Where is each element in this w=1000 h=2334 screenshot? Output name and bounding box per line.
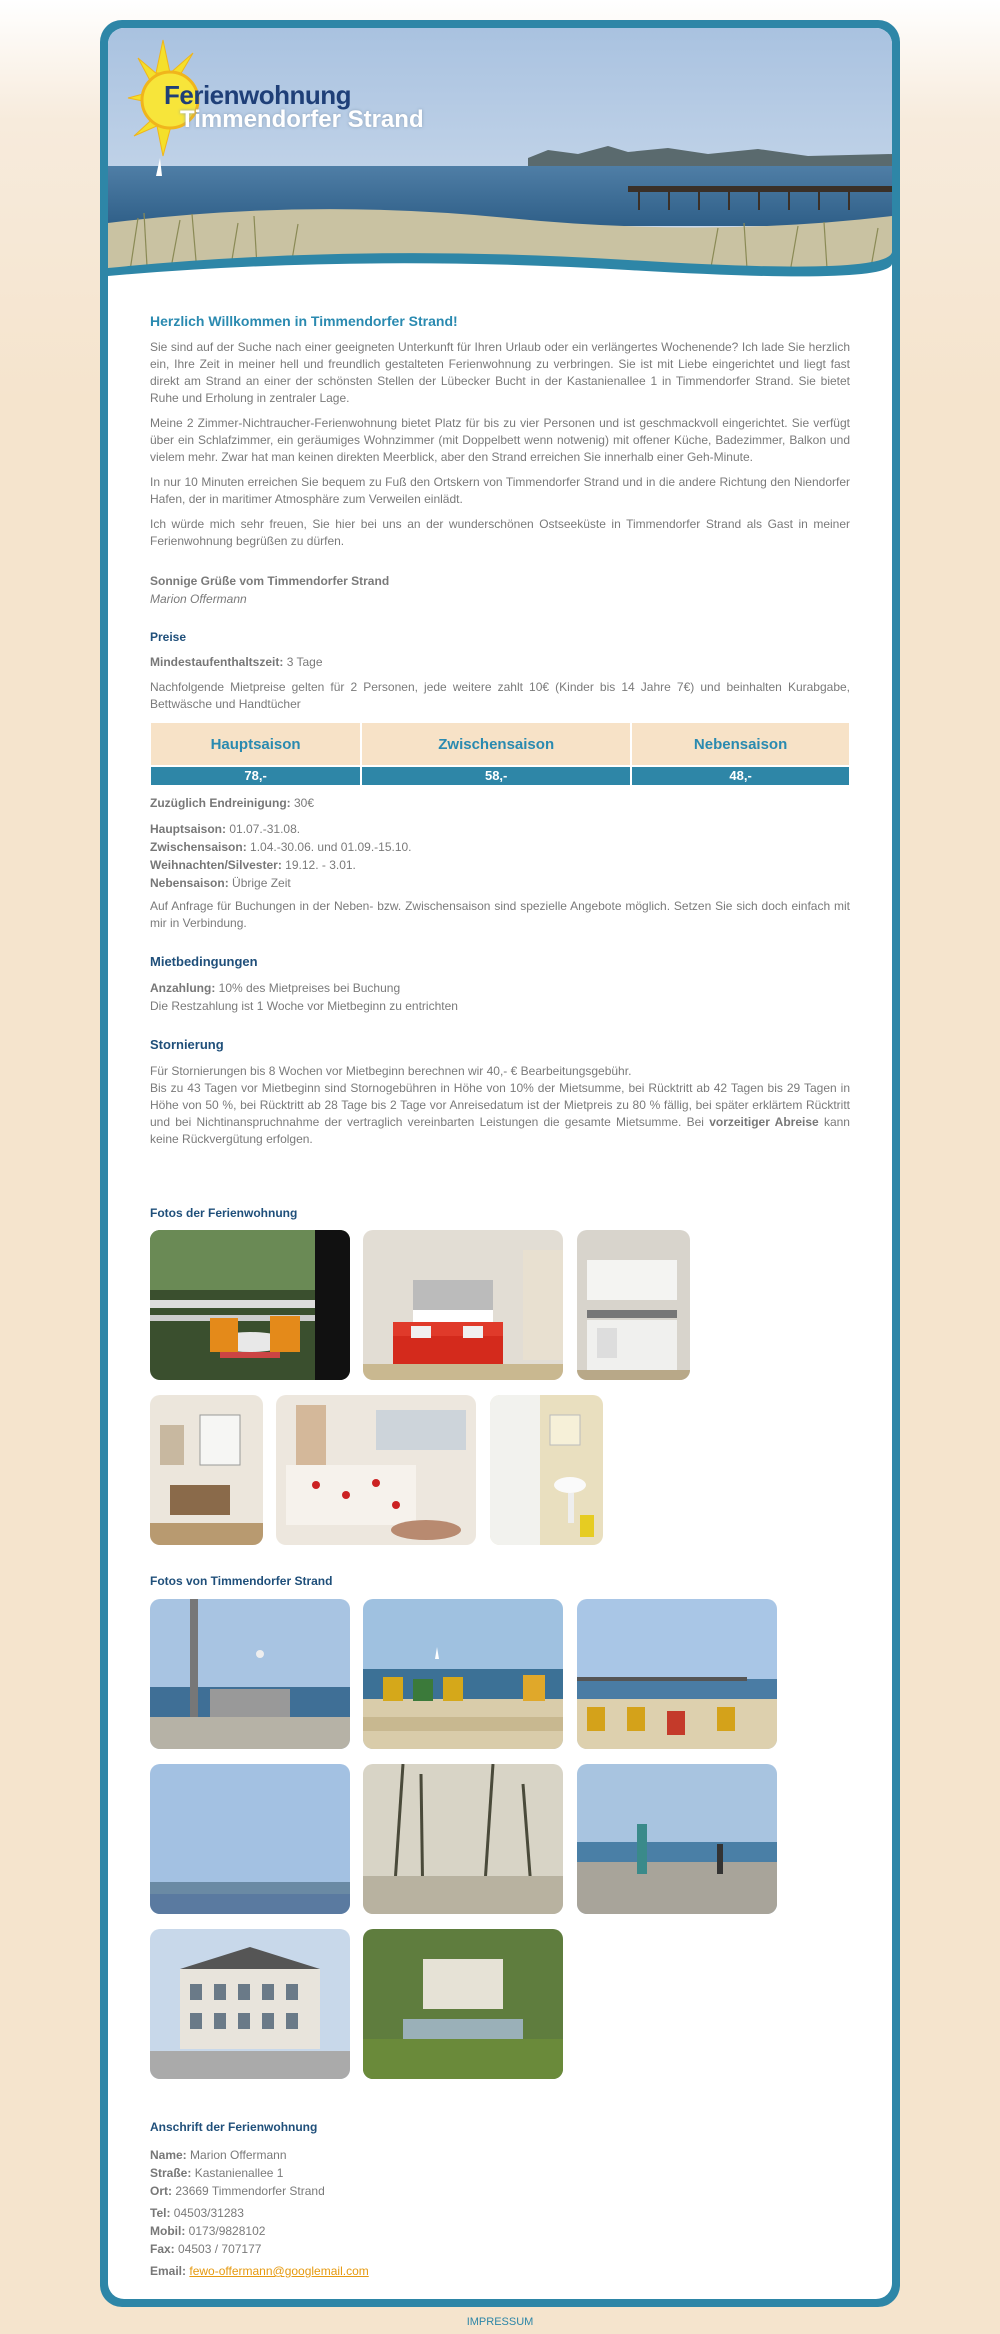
- mobil-label: Mobil:: [150, 2224, 186, 2238]
- impressum-link[interactable]: IMPRESSUM: [466, 2316, 534, 2328]
- logo-title[interactable]: Ferienwohnung: [164, 80, 352, 110]
- season-weihnachten-label: Weihnachten/Silvester:: [150, 858, 282, 872]
- tel-value: 04503/31283: [173, 2206, 244, 2220]
- photo-living-room[interactable]: [363, 1230, 563, 1380]
- season-zwischen-value: 1.04.-30.06. und 01.09.-15.10.: [250, 840, 412, 854]
- address-name-label: Name:: [150, 2148, 187, 2162]
- season-haupt-value: 01.07.-31.08.: [229, 822, 301, 836]
- address-section: [150, 2120, 850, 2280]
- tel-label: Tel:: [150, 2206, 171, 2220]
- price-col-hauptsaison: Hauptsaison: [151, 723, 360, 765]
- photo-bedroom[interactable]: [276, 1395, 476, 1545]
- min-stay-value: 3 Tage: [286, 655, 323, 669]
- address-city: 23669 Timmendorfer Strand: [175, 2184, 325, 2198]
- season-haupt-label: Hauptsaison:: [150, 822, 227, 836]
- prices-title: Preise: [150, 630, 187, 644]
- season-weihnachten-value: 19.12. - 3.01.: [285, 858, 356, 872]
- photo-park-trees[interactable]: [363, 1764, 563, 1914]
- deposit-label: Anzahlung:: [150, 981, 216, 995]
- address-street-label: Straße:: [150, 2166, 192, 2180]
- address-city-label: Ort:: [150, 2184, 172, 2198]
- cancellation-line-2-end: kann keine Rückvergütung erfolgen.: [150, 1115, 850, 1146]
- conditions-title: Mietbedingungen: [150, 954, 258, 969]
- fax-label: Fax:: [150, 2242, 175, 2256]
- photo-beach-sea[interactable]: [150, 1764, 350, 1914]
- greeting: Sonnige Grüße vom Timmendorfer Strand: [150, 574, 390, 588]
- cancellation-title: Stornierung: [150, 1037, 224, 1052]
- price-hauptsaison: 78,-: [151, 767, 360, 785]
- mobil-value: 0173/9828102: [188, 2224, 266, 2238]
- welcome-paragraph-2: Meine 2 Zimmer-Nichtraucher-Ferienwohnung bietet Platz für bis zu vier Personen und ist geschmackvoll eingerichtet. Sie verfügt über ein Schlafzimmer, ein geräumiges Wohnzimmer (mit Doppelbett wenn notwenig) mit offener Küche, Badezimmer, Balkon und vielem mehr. Zwar hat man keinen direkten Meerblick, aber den Strand erreichen Sie innerhalb einer Geh-Minute.: [150, 416, 850, 464]
- gallery-apartment-title: Fotos der Ferienwohnung: [150, 1206, 298, 1220]
- fax-value: 04503 / 707177: [178, 2242, 262, 2256]
- price-nebensaison: 48,-: [632, 767, 849, 785]
- header-banner: [108, 28, 892, 284]
- season-neben-value: Übrige Zeit: [232, 876, 291, 890]
- prices-note: Nachfolgende Mietpreise gelten für 2 Personen, jede weitere zahlt 10€ (Kinder bis 14 Jahre 7€) und beinhalten Kurabgabe, Bettwäsche und Handtücher: [150, 680, 850, 711]
- offer-note: Auf Anfrage für Buchungen in der Neben- bzw. Zwischensaison sind spezielle Angebote möglich. Setzen Sie sich doch einfach mit mir in Verbindung.: [150, 899, 850, 930]
- cleaning-value: 30€: [294, 796, 315, 810]
- signature: Marion Offermann: [150, 592, 247, 606]
- rest-payment: Die Restzahlung ist 1 Woche vor Mietbeginn zu entrichten: [150, 999, 458, 1013]
- photo-bedroom-corner[interactable]: [150, 1395, 263, 1545]
- photo-beach-pier[interactable]: [577, 1599, 777, 1749]
- welcome-title: Herzlich Willkommen in Timmendorfer Strand!: [150, 313, 458, 329]
- price-zwischensaison: 58,-: [362, 767, 630, 785]
- welcome-paragraph-4: Ich würde mich sehr freuen, Sie hier bei uns an der wunderschönen Ostseeküste in Timmendorfer Strand als Gast in meiner Ferienwohnung begrüßen zu dürfen.: [150, 517, 850, 548]
- price-col-nebensaison: Nebensaison: [632, 723, 849, 765]
- gallery-beach-title: Fotos von Timmendorfer Strand: [150, 1574, 333, 1588]
- photo-park-fountain[interactable]: [363, 1929, 563, 2079]
- photo-balcony[interactable]: [150, 1230, 350, 1380]
- season-neben-label: Nebensaison:: [150, 876, 229, 890]
- welcome-paragraph-1: Sie sind auf der Suche nach einer geeigneten Unterkunft für Ihren Urlaub oder ein verlängertes Wochenende? Ich lade Sie herzlich ein, Ihre Zeit in meiner hell und freundlich gestalteten Ferienwohnung zu verbringen. Sie ist mit Liebe eingerichtet und liegt fast direkt am Strand an einer der schönsten Stellen der Lübecker Bucht in der Kastanienallee 1 in Timmendorfer Strand. Sie bietet Ruhe und Erholung in zentraler Lage.: [150, 340, 850, 405]
- min-stay-label: Mindestaufenthaltszeit:: [150, 655, 284, 669]
- photo-promenade[interactable]: [577, 1764, 777, 1914]
- address-name: Marion Offermann: [190, 2148, 287, 2162]
- cancellation-bold: vorzeitiger Abreise: [709, 1115, 819, 1129]
- address-title: Anschrift der Ferienwohnung: [150, 2120, 318, 2134]
- photo-beach-chairs[interactable]: [363, 1599, 563, 1749]
- logo-subtitle[interactable]: Timmendorfer Strand: [180, 106, 424, 133]
- welcome-paragraph-3: In nur 10 Minuten erreichen Sie bequem zu Fuß den Ortskern von Timmendorfer Strand und in die andere Richtung den Niendorfer Hafen, der in maritimer Atmosphäre zum Verweilen einlädt.: [150, 475, 850, 506]
- main-content: [150, 313, 850, 1148]
- cancellation-line-1: Für Stornierungen bis 8 Wochen vor Mietbeginn berechnen wir 40,- € Bearbeitungsgebühr.: [150, 1064, 632, 1078]
- deposit-value: 10% des Mietpreises bei Buchung: [218, 981, 401, 995]
- beach-banner-image: [108, 28, 892, 284]
- price-col-zwischensaison: Zwischensaison: [362, 723, 630, 765]
- photo-kitchen[interactable]: [577, 1230, 690, 1380]
- photo-bathroom[interactable]: [490, 1395, 603, 1545]
- cleaning-label: Zuzüglich Endreinigung:: [150, 796, 291, 810]
- email-link[interactable]: fewo-offermann@googlemail.com: [189, 2264, 369, 2278]
- photo-beach-pier-lamp[interactable]: [150, 1599, 350, 1749]
- price-table: [149, 721, 851, 787]
- season-zwischen-label: Zwischensaison:: [150, 840, 247, 854]
- photo-villa[interactable]: [150, 1929, 350, 2079]
- address-street: Kastanienallee 1: [194, 2166, 284, 2180]
- email-label: Email:: [150, 2264, 187, 2278]
- cancellation-line-2: Bis zu 43 Tagen vor Mietbeginn sind Stornogebühren in Höhe von 10% der Mietsumme, bei Rücktritt ab 42 Tagen bis 29 Tagen in Höhe von 50 %, bei Rücktritt ab 28 Tage bis 2 Tage vor Anreisedatum ist der Mietpreis zu 80 % fällig, bei später erklärtem Rücktritt und bei Nichtinanspruchnahme der vertraglich vereinbarten Leistungen die gesamte Mietsumme. Bei: [150, 1081, 850, 1129]
